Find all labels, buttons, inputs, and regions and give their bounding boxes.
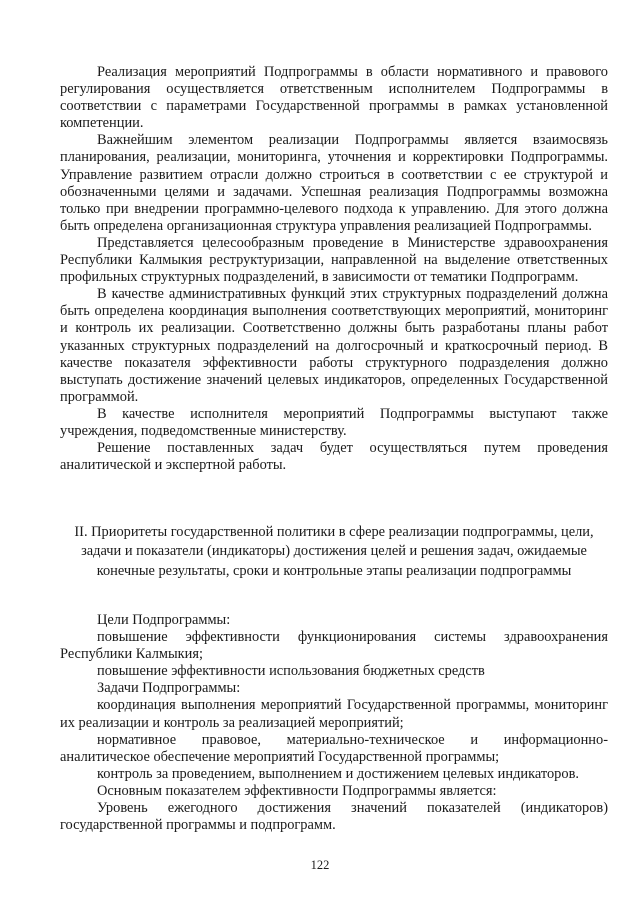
goals-line: повышение эффективности использования бюджетных средств	[97, 663, 485, 680]
goals-line: Уровень ежегодного достижения значений показателей (индикаторов) государственной программы и подпрограмм.	[60, 800, 608, 834]
goals-line: повышение эффективности функционирования системы здравоохранения Республики Калмыкия;	[60, 629, 608, 663]
paragraph: В качестве исполнителя мероприятий Подпрограммы выступают также учреждения, подведомственные министерству.	[60, 405, 608, 439]
paragraph: Важнейшим элементом реализации Подпрограммы является взаимосвязь планирования, реализации, мониторинга, уточнения и корректировки Подпрограммы. Управление развитием отрасли должно строиться в соответствии с ее структурой и обозначенными целями и задачами. Успешная реализация Подпрограммы возможна только при внедрении программно-целевого подхода к управлению. Для этого должна быть определена организационная структура управления реализацией Подпрограммы.	[60, 132, 608, 234]
goals-line: Задачи Подпрограммы:	[97, 680, 241, 697]
paragraph: В качестве административных функций этих структурных подразделений должна быть определена координация выполнения соответствующих мероприятий, мониторинг и контроль их реализации. Соответственно должны быть разработаны планы работ указанных структурных подразделений на долгосрочный и краткосрочный период. В качестве показателя эффективности работы структурного подразделения должно выступать достижение значений целевых индикаторов, определенных Государственной программой.	[60, 286, 608, 405]
goals-and-tasks	[60, 612, 608, 834]
goals-line: нормативное правовое, материально-техническое и информационно-аналитическое обеспечение мероприятий Государственной программы;	[60, 731, 608, 765]
section-heading: II. Приоритеты государственной политики в сфере реализации подпрограммы, цели, задачи и показатели (индикаторы) достижения целей и решения задач, ожидаемые конечные результаты, сроки и контрольные этапы реализации подпрограммы	[74, 524, 594, 579]
paragraph: Решение поставленных задач будет осуществляться путем проведения аналитической и экспертной работы.	[60, 440, 608, 474]
goals-line: координация выполнения мероприятий Государственной программы, мониторинг их реализации и контроль за реализацией мероприятий;	[60, 697, 608, 731]
goals-line: Основным показателем эффективности Подпрограммы является:	[97, 782, 497, 799]
page-number: 122	[310, 858, 330, 872]
paragraph: Представляется целесообразным проведение в Министерстве здравоохранения Республики Калмыкия реструктуризации, направленной на выделение ответственных профильных структурных подразделений, в зависимости от тематики Подпрограмм.	[60, 234, 608, 286]
goals-line: контроль за проведением, выполнением и достижением целевых индикаторов.	[97, 765, 579, 782]
body-text	[60, 64, 608, 474]
paragraph: Реализация мероприятий Подпрограммы в области нормативного и правового регулирования осуществляется ответственным исполнителем Подпрограммы в соответствии с параметрами Государственной программы в рамках установленной компетенции.	[60, 64, 608, 132]
goals-line: Цели Подпрограммы:	[97, 612, 231, 628]
